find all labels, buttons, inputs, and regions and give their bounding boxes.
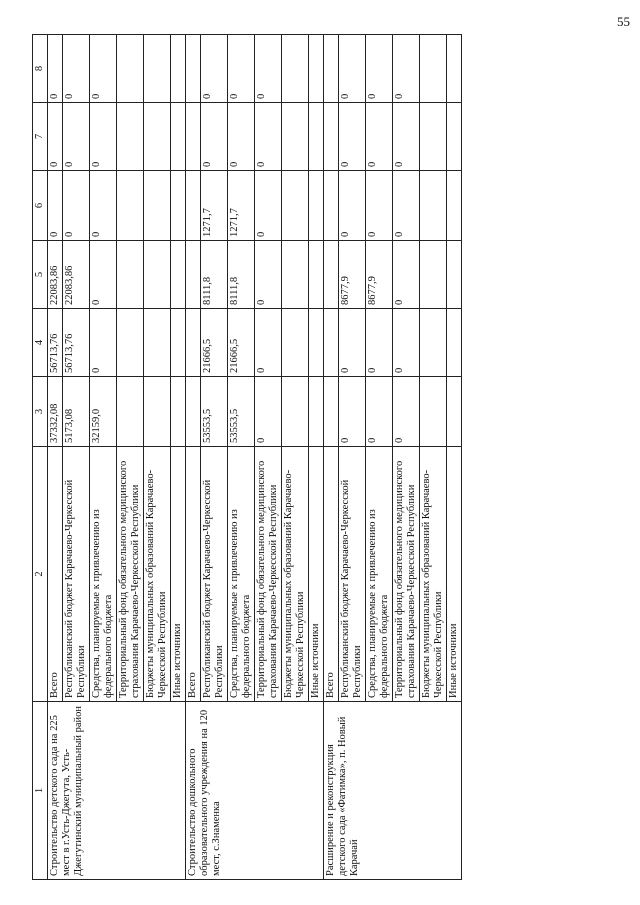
value-cell xyxy=(144,103,171,171)
table-row xyxy=(324,35,339,880)
value-cell xyxy=(117,377,144,447)
value-cell xyxy=(324,103,339,171)
value-cell: 0 xyxy=(339,171,366,241)
value-cell: 0 xyxy=(48,171,63,241)
table-row xyxy=(48,35,63,880)
funding-source: Республиканский бюджет Карачаево-Черкесской Республики xyxy=(201,447,228,702)
value-cell xyxy=(324,35,339,103)
funding-source: Всего xyxy=(324,447,339,702)
col-header: 7 xyxy=(33,103,48,171)
value-cell xyxy=(309,103,324,171)
value-cell xyxy=(309,171,324,241)
value-cell xyxy=(186,241,201,309)
value-cell xyxy=(282,103,309,171)
value-cell: 0 xyxy=(90,103,117,171)
value-cell xyxy=(324,171,339,241)
value-cell: 0 xyxy=(366,377,393,447)
value-cell xyxy=(420,241,447,309)
value-cell: 0 xyxy=(255,241,282,309)
value-cell xyxy=(186,103,201,171)
funding-source: Всего xyxy=(186,447,201,702)
value-cell xyxy=(420,309,447,377)
funding-source: Бюджеты муниципальных образований Карачаево-Черкесской Республики xyxy=(282,447,309,702)
project-name: Строительство детского сада на 225 мест в г.Усть-Джегута, Усть-Джегутинский муниципальный район xyxy=(48,702,186,880)
value-cell: 0 xyxy=(63,171,90,241)
value-cell xyxy=(171,309,186,377)
value-cell xyxy=(420,377,447,447)
value-cell xyxy=(309,35,324,103)
value-cell xyxy=(171,35,186,103)
col-header: 6 xyxy=(33,171,48,241)
value-cell: 0 xyxy=(63,103,90,171)
value-cell xyxy=(309,309,324,377)
value-cell xyxy=(117,35,144,103)
value-cell: 8111,8 xyxy=(201,241,228,309)
funding-source: Республиканский бюджет Карачаево-Черкесской Республики xyxy=(63,447,90,702)
funding-source: Территориальный фонд обязательного медицинского страхования Карачаево-Черкесской Республики xyxy=(117,447,144,702)
value-cell: 0 xyxy=(255,377,282,447)
funding-source: Средства, планируемые к привлечению из федерального бюджета xyxy=(366,447,393,702)
value-cell: 0 xyxy=(228,103,255,171)
value-cell: 0 xyxy=(366,171,393,241)
value-cell xyxy=(324,241,339,309)
value-cell xyxy=(447,171,462,241)
value-cell: 21666,5 xyxy=(228,309,255,377)
funding-source: Средства, планируемые к привлечению из федерального бюджета xyxy=(228,447,255,702)
funding-source: Иные источники xyxy=(309,447,324,702)
value-cell xyxy=(186,35,201,103)
value-cell: 8677,9 xyxy=(339,241,366,309)
value-cell xyxy=(144,241,171,309)
value-cell: 0 xyxy=(228,35,255,103)
value-cell: 0 xyxy=(366,309,393,377)
value-cell xyxy=(144,377,171,447)
value-cell: 0 xyxy=(201,35,228,103)
value-cell xyxy=(144,171,171,241)
value-cell: 0 xyxy=(339,309,366,377)
header-row xyxy=(33,35,48,880)
value-cell xyxy=(282,241,309,309)
value-cell: 21666,5 xyxy=(201,309,228,377)
value-cell: 0 xyxy=(393,171,420,241)
funding-source: Всего xyxy=(48,447,63,702)
value-cell: 0 xyxy=(366,35,393,103)
project-name: Строительство дошкольного образовательного учреждения на 120 мест, с.Знаменка xyxy=(186,702,324,880)
table-row xyxy=(186,35,201,880)
value-cell: 0 xyxy=(48,35,63,103)
value-cell: 0 xyxy=(90,35,117,103)
col-header: 3 xyxy=(33,377,48,447)
value-cell xyxy=(309,241,324,309)
value-cell: 53553,5 xyxy=(228,377,255,447)
value-cell: 0 xyxy=(339,35,366,103)
value-cell: 8111,8 xyxy=(228,241,255,309)
value-cell xyxy=(144,309,171,377)
value-cell xyxy=(309,377,324,447)
value-cell: 1271,7 xyxy=(228,171,255,241)
col-header: 2 xyxy=(33,447,48,702)
value-cell: 0 xyxy=(201,103,228,171)
value-cell: 0 xyxy=(255,35,282,103)
value-cell: 22083,86 xyxy=(48,241,63,309)
value-cell: 0 xyxy=(393,103,420,171)
value-cell xyxy=(117,241,144,309)
value-cell xyxy=(171,241,186,309)
value-cell xyxy=(282,309,309,377)
value-cell xyxy=(282,377,309,447)
value-cell xyxy=(117,103,144,171)
value-cell xyxy=(186,171,201,241)
value-cell: 22083,86 xyxy=(63,241,90,309)
page-number: 55 xyxy=(617,14,630,29)
value-cell xyxy=(447,103,462,171)
col-header: 1 xyxy=(33,702,48,880)
value-cell xyxy=(324,309,339,377)
col-header: 8 xyxy=(33,35,48,103)
value-cell xyxy=(447,309,462,377)
value-cell xyxy=(447,35,462,103)
value-cell xyxy=(186,377,201,447)
funding-source: Территориальный фонд обязательного медицинского страхования Карачаево-Черкесской Республики xyxy=(255,447,282,702)
funding-source: Иные источники xyxy=(447,447,462,702)
value-cell: 0 xyxy=(393,309,420,377)
rotated-table-container xyxy=(32,35,609,880)
value-cell: 0 xyxy=(255,309,282,377)
value-cell xyxy=(282,35,309,103)
value-cell xyxy=(420,103,447,171)
value-cell xyxy=(117,309,144,377)
col-header: 4 xyxy=(33,309,48,377)
value-cell: 0 xyxy=(393,377,420,447)
funding-source: Бюджеты муниципальных образований Карачаево-Черкесской Республики xyxy=(144,447,171,702)
value-cell: 0 xyxy=(90,309,117,377)
value-cell xyxy=(420,171,447,241)
project-name: Расширение и реконструкция детского сада «Фатимка», п. Новый Карачай xyxy=(324,702,462,880)
funding-source: Территориальный фонд обязательного медицинского страхования Карачаево-Черкесской Республики xyxy=(393,447,420,702)
value-cell xyxy=(171,171,186,241)
value-cell xyxy=(420,35,447,103)
value-cell xyxy=(186,309,201,377)
funding-table xyxy=(32,34,462,880)
value-cell: 0 xyxy=(255,171,282,241)
value-cell: 56713,76 xyxy=(63,309,90,377)
value-cell: 0 xyxy=(63,35,90,103)
value-cell xyxy=(144,35,171,103)
value-cell: 0 xyxy=(255,103,282,171)
value-cell: 56713,76 xyxy=(48,309,63,377)
value-cell: 5173,08 xyxy=(63,377,90,447)
value-cell: 0 xyxy=(339,377,366,447)
value-cell xyxy=(282,171,309,241)
value-cell xyxy=(171,377,186,447)
value-cell xyxy=(447,377,462,447)
value-cell: 32159,0 xyxy=(90,377,117,447)
value-cell: 0 xyxy=(366,103,393,171)
funding-source: Бюджеты муниципальных образований Карачаево-Черкесской Республики xyxy=(420,447,447,702)
value-cell xyxy=(447,241,462,309)
funding-source: Иные источники xyxy=(171,447,186,702)
funding-source: Республиканский бюджет Карачаево-Черкесской Республики xyxy=(339,447,366,702)
value-cell: 0 xyxy=(90,171,117,241)
value-cell: 0 xyxy=(393,35,420,103)
col-header: 5 xyxy=(33,241,48,309)
value-cell: 8677,9 xyxy=(366,241,393,309)
value-cell: 0 xyxy=(48,103,63,171)
value-cell: 0 xyxy=(339,103,366,171)
value-cell: 53553,5 xyxy=(201,377,228,447)
value-cell xyxy=(117,171,144,241)
value-cell xyxy=(324,377,339,447)
value-cell: 37332,08 xyxy=(48,377,63,447)
value-cell: 1271,7 xyxy=(201,171,228,241)
value-cell: 0 xyxy=(90,241,117,309)
value-cell: 0 xyxy=(393,241,420,309)
value-cell xyxy=(171,103,186,171)
funding-source: Средства, планируемые к привлечению из федерального бюджета xyxy=(90,447,117,702)
